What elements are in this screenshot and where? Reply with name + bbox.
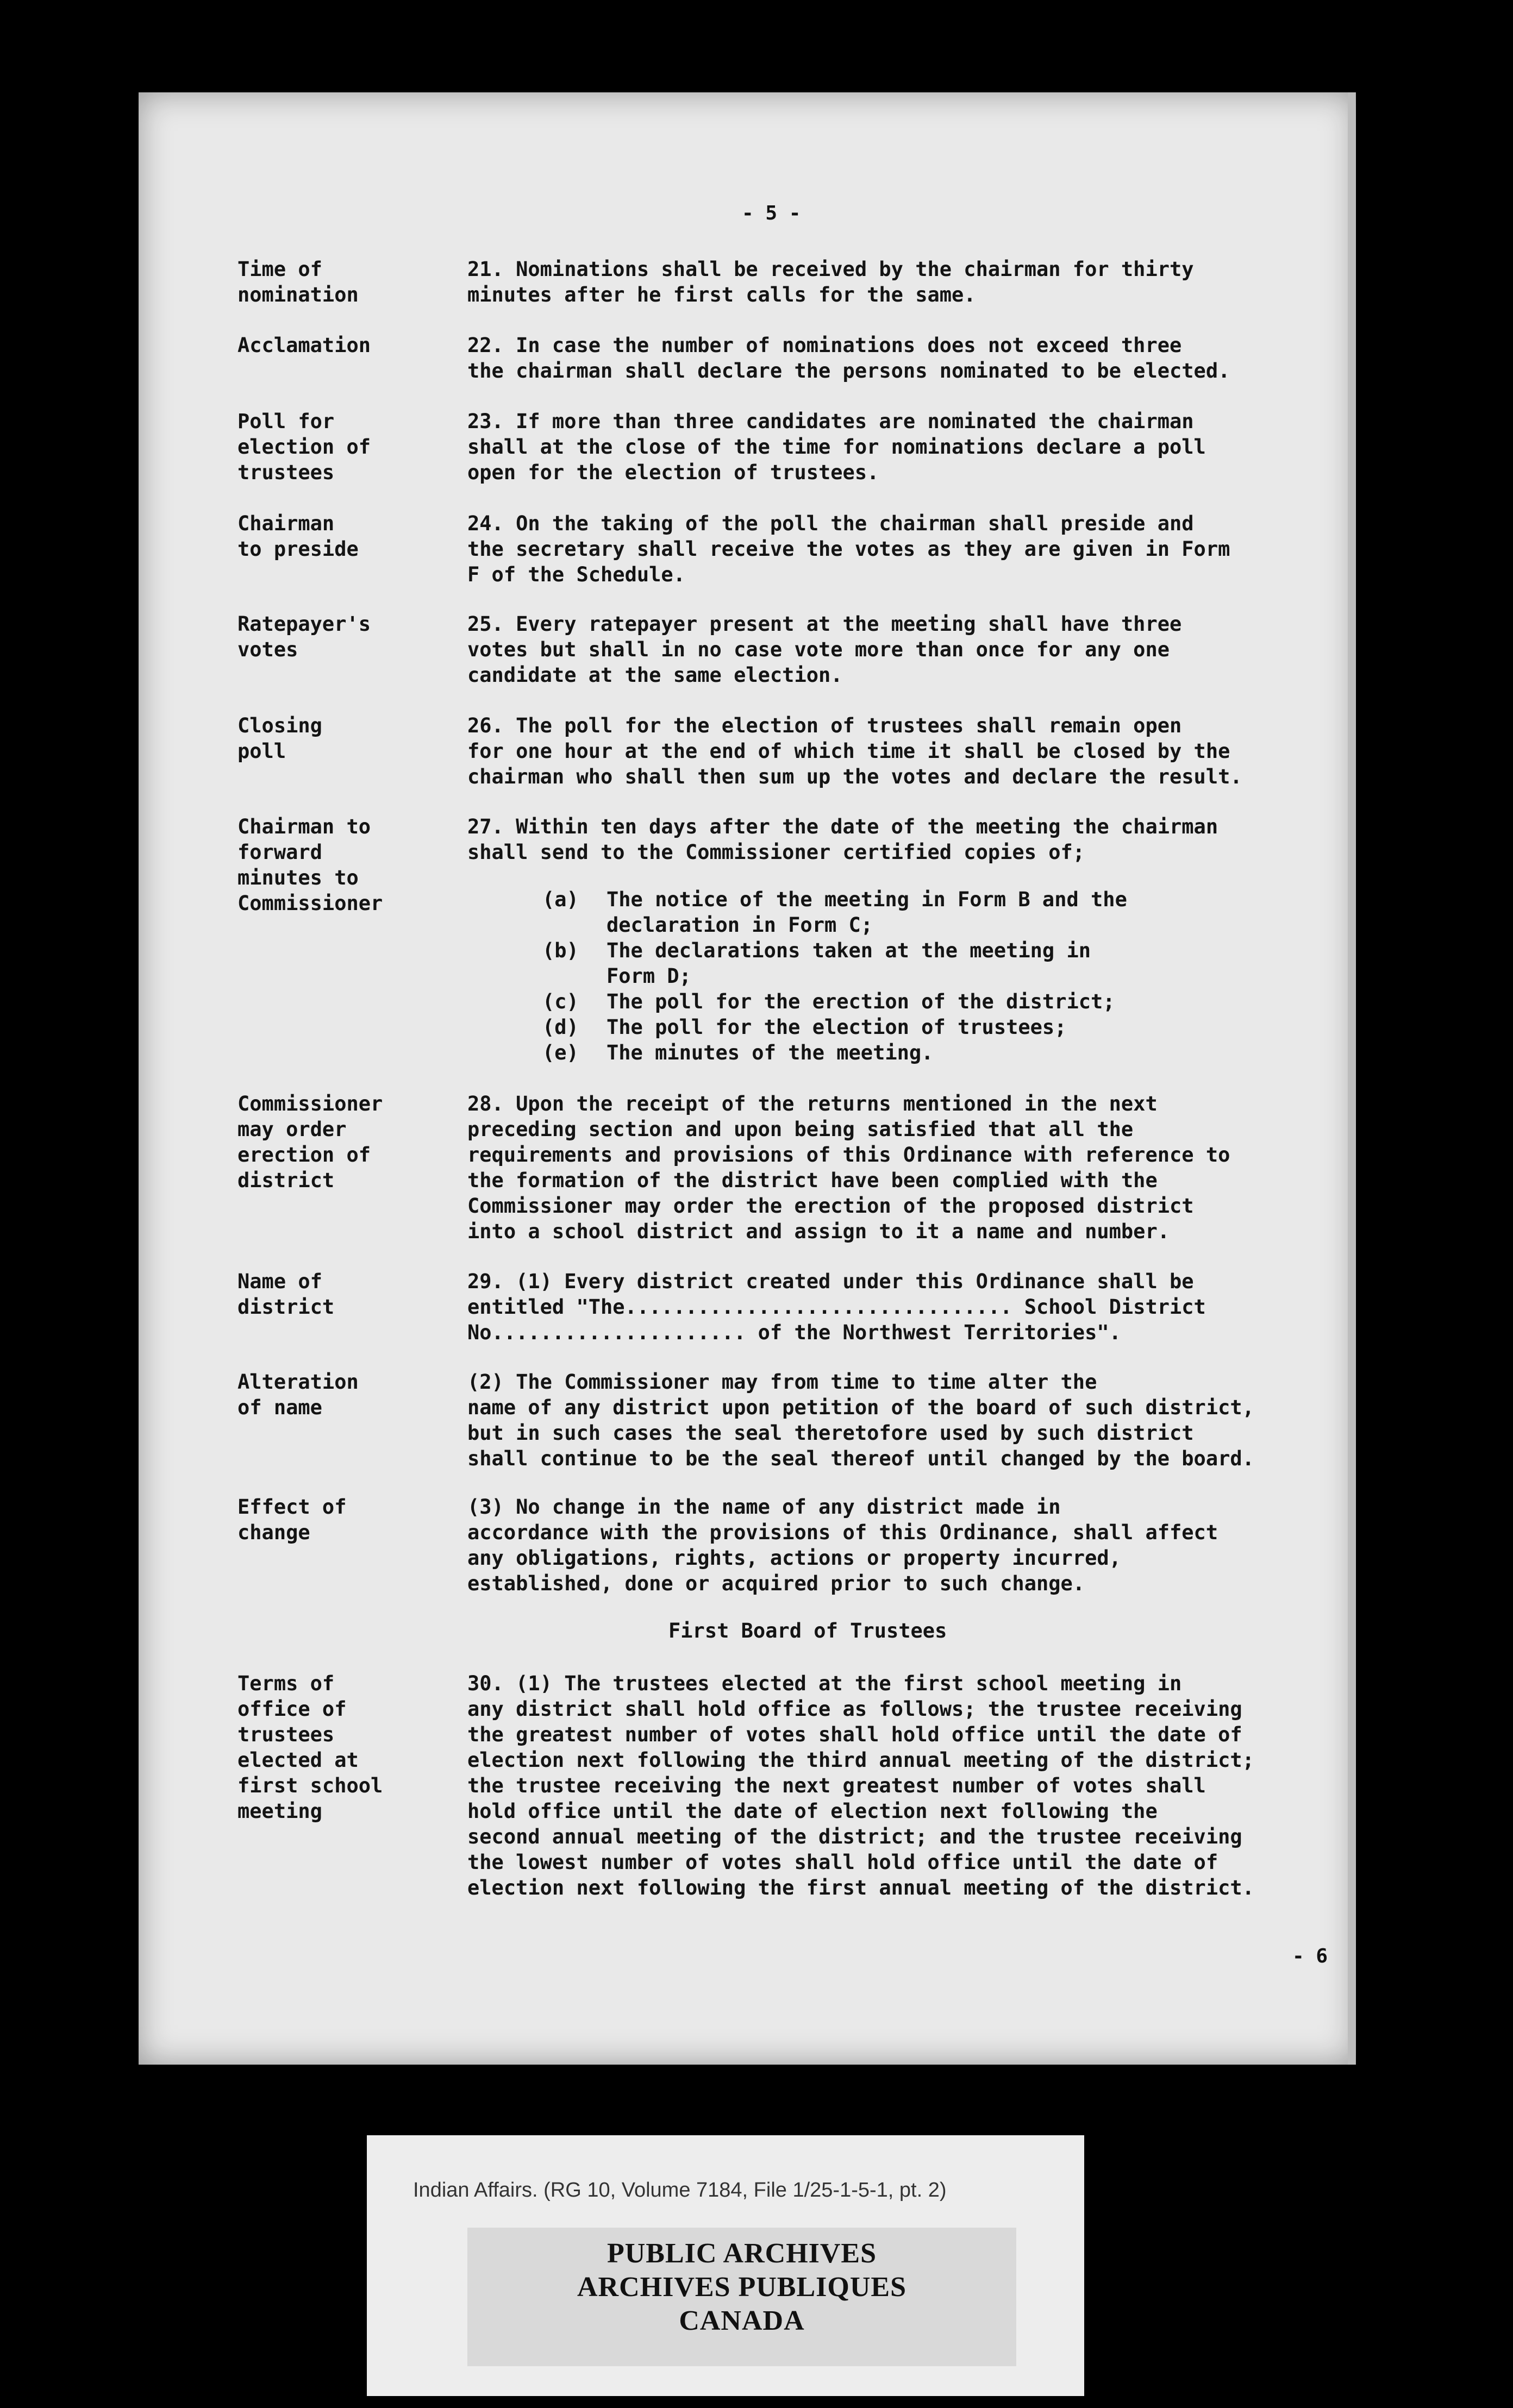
- margin-note: Time of nomination: [237, 258, 359, 306]
- item-text: The minutes of the meeting.: [607, 1041, 934, 1064]
- section-heading: First Board of Trustees: [668, 1619, 947, 1642]
- margin-note: Alteration of name: [237, 1370, 359, 1419]
- section-body: 26. The poll for the election of trustees shall remain open for one hour at the end of which time it shall be closed by the chairman who shall then sum up the votes and declare the result.: [467, 714, 1242, 788]
- item-label: (a): [542, 888, 579, 911]
- list-item: [542, 1040, 1249, 1065]
- section-body: 24. On the taking of the poll the chairman shall preside and the secretary shall receive the votes as they are given in Form F of the Schedule.: [467, 512, 1230, 586]
- archive-reference: Indian Affairs. (RG 10, Volume 7184, File 1/25-1-5-1, pt. 2): [413, 2179, 947, 2202]
- item-label: (c): [542, 990, 579, 1013]
- section-body: 25. Every ratepayer present at the meeting shall have three votes but shall in no case vote more than once for any one candidate at the same election.: [467, 612, 1182, 687]
- stamp-line-2: ARCHIVES PUBLIQUES: [577, 2272, 907, 2303]
- item-label: (d): [542, 1015, 579, 1039]
- list-item: [542, 938, 1249, 989]
- item-label: (b): [542, 939, 579, 962]
- margin-note: Closing poll: [237, 714, 322, 763]
- section-body: 21. Nominations shall be received by the chairman for thirty minutes after he first calls for the same.: [467, 258, 1194, 306]
- section-body: (3) No change in the name of any district made in accordance with the provisions of this Ordinance, shall affect any obligations, rights, actions or property incurred, established, done or acquired prior to such change.: [467, 1495, 1218, 1595]
- section-body: 30. (1) The trustees elected at the first school meeting in any district shall hold office as follows; the trustee receiving the greatest number of votes shall hold office until the date of election next following the third annual meeting of the district; the trustee receiving the next greatest number of votes shall hold office until the date of election next following the second annual meeting of the district; and the trustee receiving the lowest number of votes shall hold office until the date of election next following the first annual meeting of the district.: [467, 1672, 1254, 1899]
- section-body: 22. In case the number of nominations does not exceed three the chairman shall declare the persons nominated to be elected.: [467, 334, 1230, 382]
- item-text: The notice of the meeting in Form B and the declaration in Form C;: [607, 888, 1127, 937]
- list-item: [542, 1014, 1249, 1040]
- margin-note: Chairman to forward minutes to Commissioner: [237, 815, 383, 915]
- section-body: 29. (1) Every district created under this Ordinance shall be entitled "The................................ School District No..................... of the Northwest Territories".: [467, 1270, 1206, 1344]
- item-text: The poll for the erection of the district;: [607, 990, 1115, 1013]
- page-number: - 5 -: [742, 202, 801, 224]
- margin-note: Chairman to preside: [237, 512, 359, 561]
- list-item: [542, 887, 1249, 938]
- section-body: 23. If more than three candidates are nominated the chairman shall at the close of the time for nominations declare a poll open for the election of trustees.: [467, 410, 1206, 484]
- margin-note: Poll for election of trustees: [237, 410, 371, 484]
- margin-note: Terms of office of trustees elected at first school meeting: [237, 1672, 383, 1823]
- item-text: The poll for the election of trustees;: [607, 1015, 1067, 1039]
- item-label: (e): [542, 1041, 579, 1064]
- margin-note: Acclamation: [237, 334, 371, 357]
- section-body: 27. Within ten days after the date of the meeting the chairman shall send to the Commissioner certified copies of;: [467, 815, 1218, 864]
- margin-note: Commissioner may order erection of district: [237, 1092, 383, 1192]
- continuation-marker: - 6: [1292, 1945, 1328, 1967]
- stamp-line-3: CANADA: [679, 2305, 805, 2336]
- list-item: [542, 989, 1249, 1014]
- item-text: The declarations taken at the meeting in Form D;: [607, 939, 1091, 988]
- page-edge: [1348, 92, 1355, 2065]
- margin-note: Ratepayer's votes: [237, 612, 371, 661]
- section-body: (2) The Commissioner may from time to time alter the name of any district upon petition of the board of such district, but in such cases the seal theretofore used by such district shall continue to be the seal thereof until changed by the board.: [467, 1370, 1254, 1470]
- stamp-line-1: PUBLIC ARCHIVES: [607, 2238, 877, 2269]
- section-body: 28. Upon the receipt of the returns mentioned in the next preceding section and upon being satisfied that all the requirements and provisions of this Ordinance with reference to the formation of the district have been complied with the Commissioner may order the erection of the proposed district into a school district and assign to it a name and number.: [467, 1092, 1230, 1243]
- margin-note: Name of district: [237, 1270, 335, 1319]
- margin-note: Effect of change: [237, 1495, 347, 1544]
